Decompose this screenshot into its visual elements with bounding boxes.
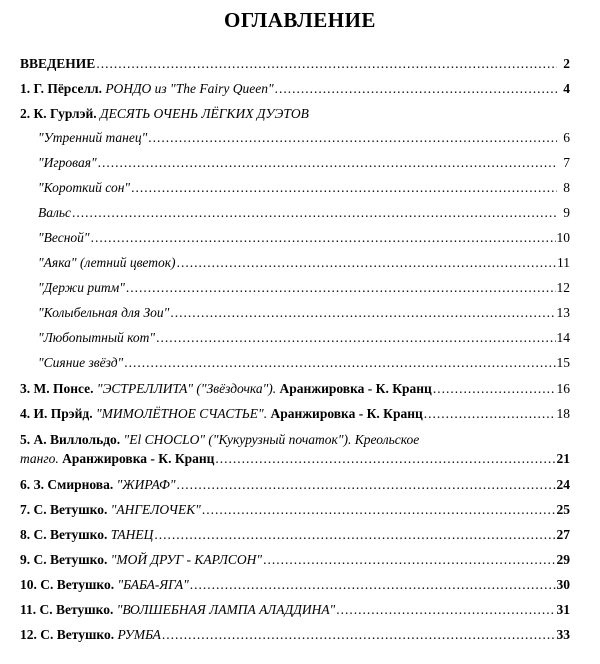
toc-entry-2[interactable]	[20, 106, 570, 122]
toc-subentry-title: "Аяка" (летний цветок)	[38, 255, 176, 270]
dot-leader	[424, 406, 556, 422]
toc-entry-6[interactable]	[20, 477, 570, 493]
toc-page-number: 18	[556, 406, 570, 421]
toc-subentry-title: "Колыбельная для Зои"	[38, 305, 170, 320]
toc-entry-title: ТАНЕЦ	[110, 527, 154, 542]
dot-leader	[275, 81, 557, 97]
dot-leader	[433, 381, 556, 397]
toc-page-number: 8	[563, 180, 570, 195]
toc-page-number: 14	[556, 330, 570, 345]
toc-entry-7[interactable]	[20, 502, 570, 518]
toc-subentry[interactable]	[38, 155, 570, 171]
toc-entry-title: ДЕСЯТЬ ОЧЕНЬ ЛЁГКИХ ДУЭТОВ	[99, 106, 309, 121]
toc-page-number: 33	[556, 627, 570, 642]
toc-entry-arrangement: Аранжировка - К. Кранц	[267, 406, 423, 421]
dot-leader	[154, 527, 555, 543]
toc-page-number: 11	[557, 255, 570, 270]
dot-leader	[177, 477, 556, 493]
toc-entry-author: 8. С. Ветушко.	[20, 527, 111, 542]
toc-page-number: 9	[563, 205, 570, 220]
dot-leader	[215, 451, 555, 467]
toc-entry-author: 9. С. Ветушко.	[20, 552, 111, 567]
toc-entry-author: 10. С. Ветушко.	[20, 577, 118, 592]
dot-leader	[72, 205, 557, 221]
toc-subentry-title: Вальс	[38, 205, 72, 220]
dot-leader	[170, 305, 555, 321]
toc-entry-author: 1. Г. Пёрселл.	[20, 81, 106, 96]
toc-page-number: 30	[556, 577, 570, 592]
toc-page-number: 13	[556, 305, 570, 320]
toc-page-number: 10	[556, 230, 570, 245]
toc-subentry[interactable]	[38, 230, 570, 246]
toc-entry-title: "БАБА-ЯГА"	[117, 577, 189, 592]
dot-leader	[156, 330, 555, 346]
dot-leader	[263, 552, 555, 568]
toc-subentry-title: "Держи ритм"	[38, 280, 125, 295]
toc-entry-author: 4. И. Прэйд.	[20, 406, 96, 421]
dot-leader	[131, 180, 557, 196]
toc-page-number: 6	[563, 130, 570, 145]
toc-entry-author: 3. М. Понсе.	[20, 381, 97, 396]
dot-leader	[91, 230, 556, 246]
toc-entry-author: 11. С. Ветушко.	[20, 602, 117, 617]
toc-entry-arrangement: Аранжировка - К. Кранц	[58, 451, 215, 466]
toc-entry-title: "ЭСТРЕЛЛИТА" ("Звёздочка").	[96, 381, 277, 396]
toc-page-number: 27	[556, 527, 570, 542]
toc-page-number: 31	[556, 602, 570, 617]
toc-page-number: 21	[556, 451, 570, 466]
toc-entry-5-line-2[interactable]	[20, 451, 570, 467]
toc-entry-3[interactable]	[20, 381, 570, 397]
dot-leader	[202, 502, 556, 518]
toc-entry-title: РУМБА	[117, 627, 161, 642]
toc-subentry[interactable]	[38, 280, 570, 296]
toc-entry-introduction[interactable]	[20, 56, 570, 72]
dot-leader	[190, 577, 556, 593]
toc-entry-author: 2. К. Гурлэй.	[20, 106, 100, 121]
toc-page-number: 16	[556, 381, 570, 396]
toc-subentry-title: "Сияние звёзд"	[38, 355, 124, 370]
toc-page-number: 2	[563, 56, 570, 71]
toc-entry-12[interactable]	[20, 627, 570, 643]
dot-leader	[162, 627, 556, 643]
page-title: ОГЛАВЛЕНИЕ	[224, 8, 376, 32]
toc-entry-title: "АНГЕЛОЧЕК"	[110, 502, 201, 517]
toc-subentry-title: "Утренний танец"	[38, 130, 148, 145]
toc-entry-author: 7. С. Ветушко.	[20, 502, 111, 517]
toc-entry-title: РОНДО из "The Fairy Queen"	[105, 81, 274, 96]
dot-leader	[124, 355, 555, 371]
toc-subentry[interactable]	[38, 205, 570, 221]
toc-page-number: 29	[556, 552, 570, 567]
toc-subentry[interactable]	[38, 180, 570, 196]
toc-entry-4[interactable]	[20, 406, 570, 422]
toc-subentry[interactable]	[38, 355, 570, 371]
toc-subentry-title: "Весной"	[38, 230, 90, 245]
dot-leader	[126, 280, 556, 296]
toc-entry-9[interactable]	[20, 552, 570, 568]
toc-entry-title: "ЖИРАФ"	[116, 477, 176, 492]
toc-entry-title: "МИМОЛЁТНОЕ СЧАСТЬЕ".	[95, 406, 268, 421]
dot-leader	[96, 56, 557, 72]
toc-entry-author: 5. А. Виллольдо.	[20, 432, 124, 447]
toc-entry-1[interactable]	[20, 81, 570, 97]
toc-page-number: 7	[563, 155, 570, 170]
toc-subentry-title: "Короткий сон"	[38, 180, 131, 195]
toc-entry-title: "El CHOCLO" ("Кукурузный початок"). Креольское	[123, 432, 420, 447]
toc-subentry[interactable]	[38, 305, 570, 321]
toc-entry-author: 6. З. Смирнова.	[20, 477, 117, 492]
dot-leader	[148, 130, 557, 146]
toc-entry-title-continued: танго.	[20, 451, 59, 466]
toc-subentry[interactable]	[38, 130, 570, 146]
toc-subentry-title: "Игровая"	[38, 155, 97, 170]
toc-entry-arrangement: Аранжировка - К. Кранц	[276, 381, 432, 396]
toc-subentry[interactable]	[38, 330, 570, 346]
toc-entry-author: 12. С. Ветушко.	[20, 627, 118, 642]
toc-page-number: 15	[556, 355, 570, 370]
toc-page-number: 4	[563, 81, 570, 96]
toc-page-number: 12	[556, 280, 570, 295]
toc-entry-label: ВВЕДЕНИЕ	[20, 56, 96, 71]
dot-leader	[177, 255, 556, 271]
toc-entry-title: "МОЙ ДРУГ - КАРЛСОН"	[110, 552, 263, 567]
toc-page-number: 25	[556, 502, 570, 517]
toc-entry-8[interactable]	[20, 527, 570, 543]
toc-page-number: 24	[556, 477, 570, 492]
dot-leader	[98, 155, 557, 171]
toc-entry-title: "ВОЛШЕБНАЯ ЛАМПА АЛАДДИНА"	[116, 602, 336, 617]
toc-entry-11[interactable]	[20, 602, 570, 618]
dot-leader	[336, 602, 555, 618]
toc-entry-5-line-1[interactable]	[20, 432, 570, 448]
toc-entry-10[interactable]	[20, 577, 570, 593]
toc-subentry[interactable]	[38, 255, 570, 271]
toc-subentry-title: "Любопытный кот"	[38, 330, 156, 345]
